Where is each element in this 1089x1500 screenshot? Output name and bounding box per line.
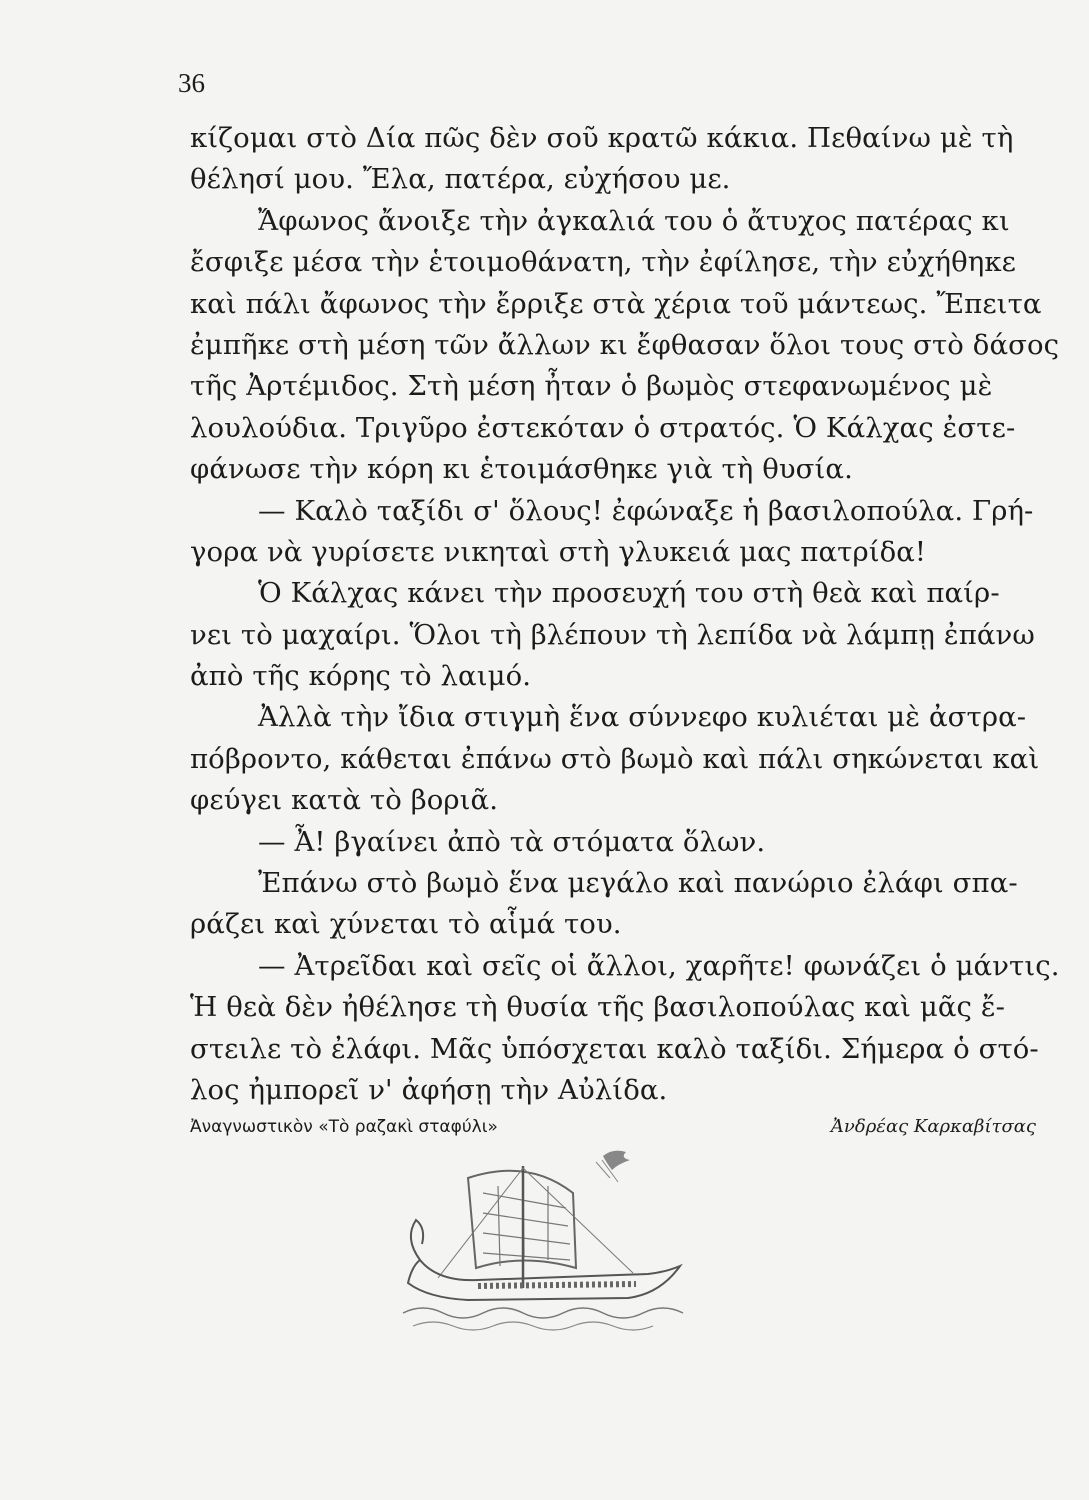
text-line: ἔσφιξε μέσα τὴν ἑτοιμοθάνατη, τὴν ἐφίλησε, τὴν εὐχήθηκε: [190, 246, 1016, 279]
text-line: Ἄφωνος ἄνοιξε τὴν ἀγκαλιά του ὁ ἄτυχος πατέρας κι: [258, 204, 1010, 237]
text-line: νει τὸ μαχαίρι. Ὅλοι τὴ βλέπουν τὴ λεπίδα νὰ λάμπῃ ἐπάνω: [190, 618, 1035, 651]
text-line: στειλε τὸ ἐλάφι. Μᾶς ὑπόσχεται καλὸ ταξίδι. Σήμερα ὁ στό-: [190, 1032, 1039, 1065]
page-number: 36: [178, 68, 205, 98]
text-line: Ἐπάνω στὸ βωμὸ ἕνα μεγάλο καὶ πανώριο ἐλάφι σπα-: [258, 867, 1018, 900]
text-line: ἀπὸ τῆς κόρης τὸ λαιμό.: [190, 660, 532, 693]
text-line: πόβροντο, κάθεται ἐπάνω στὸ βωμὸ καὶ πάλι σηκώνεται καὶ: [190, 742, 1040, 775]
text-line: θέλησί μου. Ἔλα, πατέρα, εὐχήσου με.: [190, 163, 731, 196]
ancient-ship-illustration: [398, 1148, 698, 1338]
author-name: Ἀνδρέας Καρκαβίτσας: [830, 1116, 1036, 1137]
text-line: — Καλὸ ταξίδι σ' ὅλους! ἐφώναξε ἡ βασιλοπούλα. Γρή-: [258, 494, 1034, 527]
text-line: καὶ πάλι ἄφωνος τὴν ἔρριξε στὰ χέρια τοῦ μάντεως. Ἔπειτα: [190, 287, 1042, 320]
attribution: [190, 1116, 1036, 1137]
text-line: ἐμπῆκε στὴ μέση τῶν ἄλλων κι ἔφθασαν ὅλοι τους στὸ δάσος: [190, 328, 1060, 361]
story-text: [190, 118, 1060, 1111]
text-line: — Ἆ! βγαίνει ἀπὸ τὰ στόματα ὅλων.: [258, 825, 766, 858]
text-line: λος ἠμπορεῖ ν' ἀφήσῃ τὴν Αὐλίδα.: [190, 1073, 668, 1106]
text-line: Ἡ θεὰ δὲν ἠθέλησε τὴ θυσία τῆς βασιλοπούλας καὶ μᾶς ἔ-: [190, 991, 1006, 1024]
text-line: Ἀλλὰ τὴν ἴδια στιγμὴ ἕνα σύννεφο κυλιέται μὲ ἀστρα-: [258, 701, 1027, 734]
text-line: Ὁ Κάλχας κάνει τὴν προσευχή του στὴ θεὰ καὶ παίρ-: [258, 577, 1000, 610]
text-line: — Ἀτρεῖδαι καὶ σεῖς οἱ ἄλλοι, χαρῆτε! φωνάζει ὁ μάντις.: [258, 949, 1060, 982]
text-line: γορα νὰ γυρίσετε νικηταὶ στὴ γλυκειά μας πατρίδα!: [190, 535, 927, 568]
text-line: τῆς Ἀρτέμιδος. Στὴ μέση ἦταν ὁ βωμὸς στεφανωμένος μὲ: [190, 370, 993, 403]
text-line: λουλούδια. Τριγῦρο ἐστεκόταν ὁ στρατός. Ὁ Κάλχας ἐστε-: [190, 411, 1016, 444]
source-reference: Ἀναγνωστικὸν «Τὸ ραζακὶ σταφύλι»: [190, 1117, 498, 1137]
text-line: κίζομαι στὸ Δία πῶς δὲν σοῦ κρατῶ κάκια. Πεθαίνω μὲ τὴ: [190, 122, 1014, 154]
text-line: φάνωσε τὴν κόρη κι ἑτοιμάσθηκε γιὰ τὴ θυσία.: [190, 453, 853, 486]
text-line: ράζει καὶ χύνεται τὸ αἷμά του.: [190, 908, 622, 941]
text-line: φεύγει κατὰ τὸ βοριᾶ.: [190, 784, 499, 817]
